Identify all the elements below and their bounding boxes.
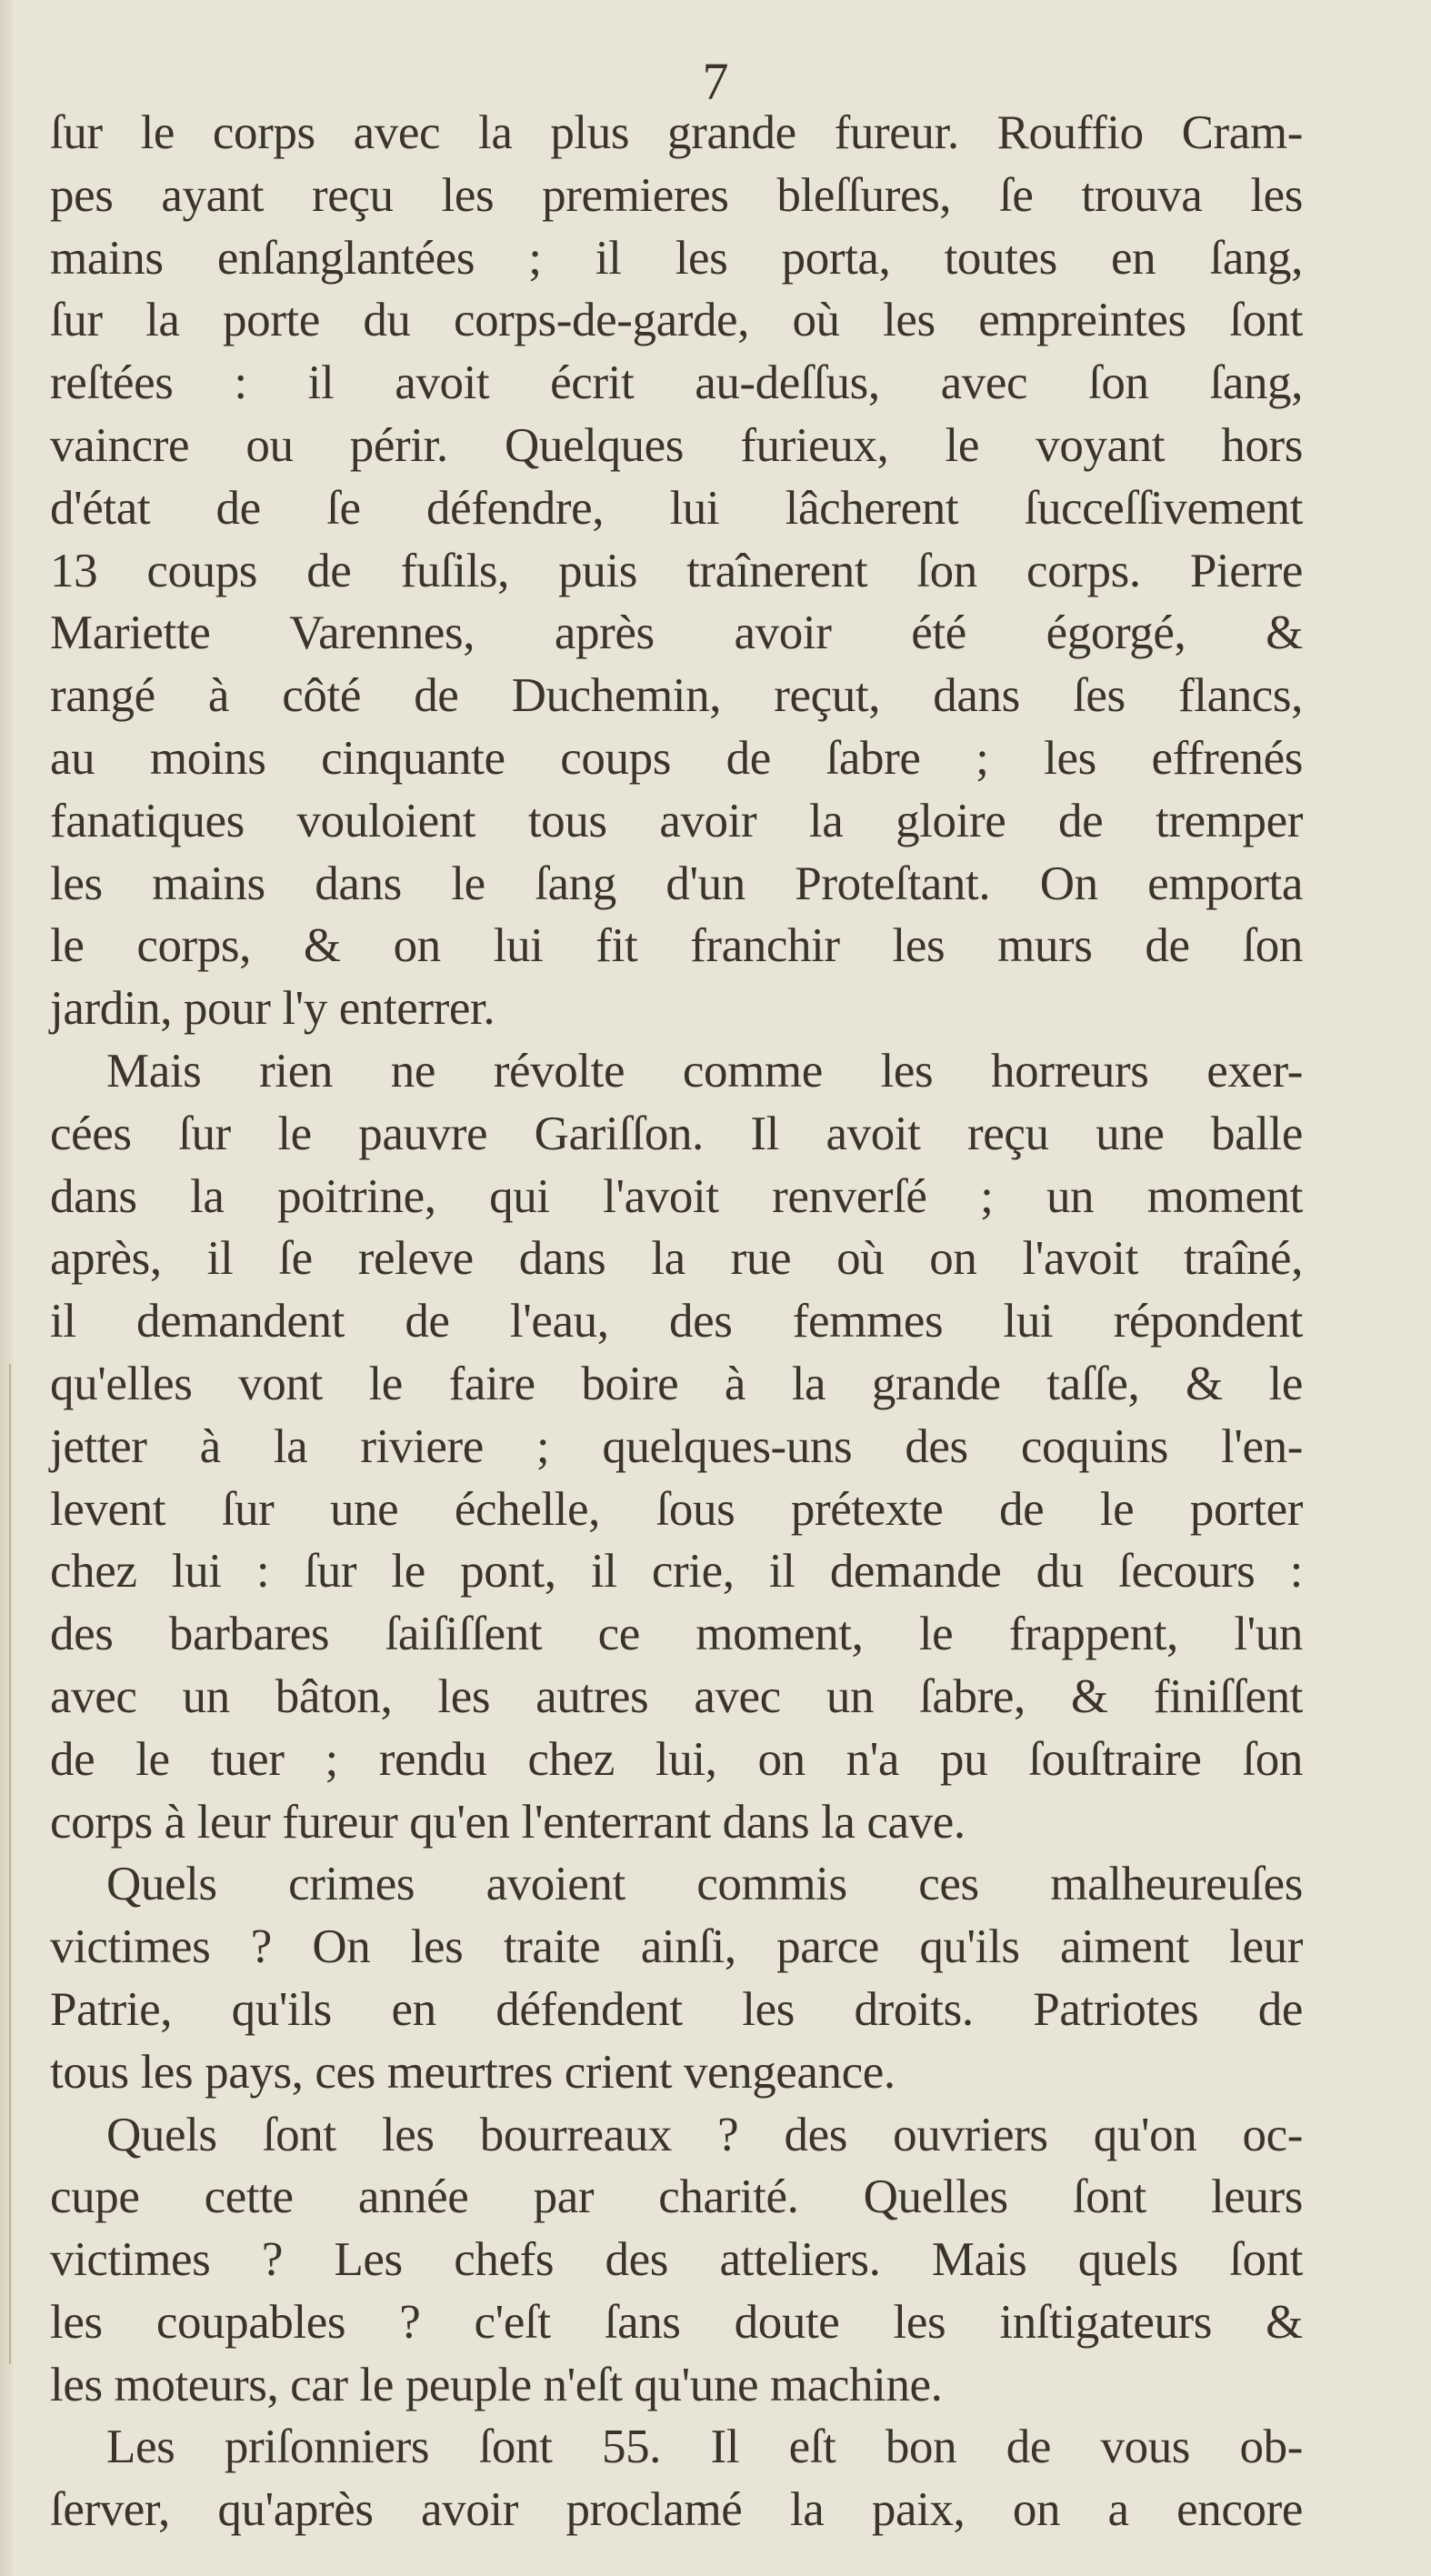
text-line: il demandent de l'eau, des femmes lui répondent [50,1295,1303,1348]
text-line: ſur la porte du corps-de-garde, où les empreintes ſont [50,294,1303,347]
text-line: reſtées : il avoit écrit au-deſſus, avec ſon ſang, [50,356,1303,410]
text-line: pes ayant reçu les premieres bleſſures, ſe trouva les [50,168,1303,222]
text-line: ſur le corps avec la plus grande fureur. Rouffio Cram- [50,106,1303,159]
text-line: les coupables ? c'eſt ſans doute les inſtigateurs & [50,2295,1303,2349]
text-line: Les priſonniers ſont 55. Il eſt bon de vous ob- [106,2421,1303,2474]
text-line: après, il ſe releve dans la rue où on l'avoit traîné, [50,1232,1303,1286]
text-line: fanatiques vouloient tous avoir la gloire de tremper [50,794,1303,847]
text-line: qu'elles vont le faire boire à la grande taſſe, & le [50,1357,1303,1410]
text-line: tous les pays, ces meurtres crient vengeance. [50,2045,896,2099]
text-line: corps à leur fureur qu'en l'enterrant dans la cave. [50,1795,966,1849]
text-line: Mais rien ne révolte comme les horreurs exer- [106,1044,1303,1098]
text-line: avec un bâton, les autres avec un ſabre, & finiſſent [50,1669,1303,1723]
text-line: levent ſur une échelle, ſous prétexte de le porter [50,1482,1303,1536]
text-line: d'état de ſe défendre, lui lâcherent ſucceſſivement [50,481,1303,535]
text-line: vaincre ou périr. Quelques furieux, le voyant hors [50,418,1303,472]
text-line: jardin, pour l'y enterrer. [50,982,495,1036]
text-line: victimes ? Les chefs des atteliers. Mais quels ſont [50,2233,1303,2287]
text-line: ſerver, qu'après avoir proclamé la paix, on a encore [50,2483,1303,2537]
text-line: des barbares ſaiſiſſent ce moment, le frappent, l'un [50,1608,1303,1661]
text-line: jetter à la riviere ; quelques-uns des coquins l'en- [50,1419,1303,1473]
text-line: les mains dans le ſang d'un Proteſtant. On emporta [50,857,1303,910]
text-line: 13 coups de fuſils, puis traînerent ſon corps. Pierre [50,544,1303,597]
text-line: au moins cinquante coups de ſabre ; les effrenés [50,731,1303,785]
text-line: chez lui : ſur le pont, il crie, il demande du ſecours : [50,1545,1303,1599]
text-line: Patrie, qu'ils en défendent les droits. Patriotes de [50,1982,1303,2036]
text-line: de le tuer ; rendu chez lui, on n'a pu ſouſtraire ſon [50,1732,1303,1786]
text-line: le corps, & on lui fit franchir les murs de ſon [50,919,1303,973]
page-body-text [50,102,1303,2541]
text-line: Quels crimes avoient commis ces malheureuſes [106,1858,1303,1911]
text-line: les moteurs, car le peuple n'eſt qu'une machine. [50,2358,943,2411]
text-line: cées ſur le pauvre Gariſſon. Il avoit reçu une balle [50,1107,1303,1160]
text-line: dans la poitrine, qui l'avoit renverſé ; un moment [50,1169,1303,1223]
text-line: mains enſanglantées ; il les porta, toutes en ſang, [50,231,1303,285]
text-line: victimes ? On les traite ainſi, parce qu'ils aiment leur [50,1920,1303,1974]
text-line: rangé à côté de Duchemin, reçut, dans ſes flancs, [50,669,1303,723]
text-line: cupe cette année par charité. Quelles ſont leurs [50,2170,1303,2224]
page-number: 7 [702,52,729,111]
text-line: Quels ſont les bourreaux ? des ouvriers qu'on oc- [106,2108,1303,2161]
binding-edge-line [9,1364,11,2364]
text-line: Mariette Varennes, après avoir été égorgé, & [50,606,1303,660]
